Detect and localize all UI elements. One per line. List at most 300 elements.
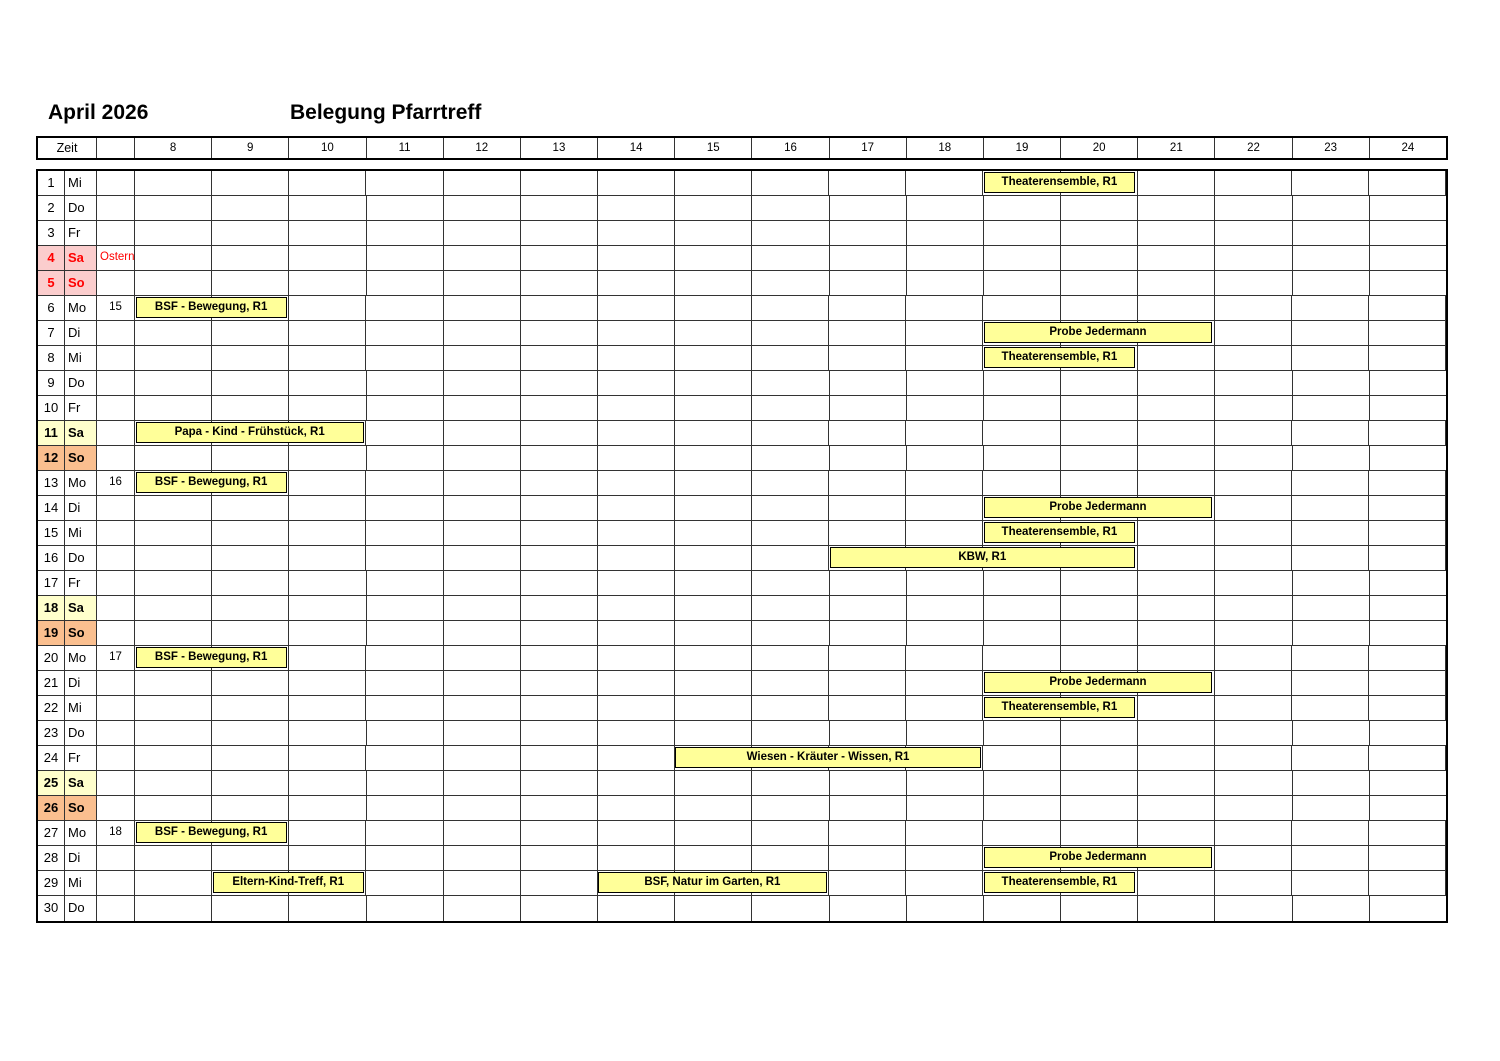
hour-cells bbox=[135, 396, 1446, 420]
hour-cell-15 bbox=[675, 671, 752, 695]
hour-cell-17 bbox=[829, 846, 906, 870]
hour-cell-18 bbox=[906, 421, 983, 445]
hour-cell-21 bbox=[1138, 171, 1215, 195]
hour-cell-9 bbox=[212, 596, 289, 620]
hour-cell-22 bbox=[1215, 696, 1292, 720]
hour-cell-24 bbox=[1369, 171, 1446, 195]
hour-cell-16 bbox=[752, 296, 829, 320]
week-number-cell bbox=[97, 696, 135, 720]
calendar-row-13-mo bbox=[38, 471, 1446, 496]
hour-cell-13 bbox=[521, 796, 598, 820]
week-number-cell: 17 bbox=[97, 646, 135, 670]
hour-cell-22 bbox=[1215, 196, 1292, 220]
hour-cell-12 bbox=[444, 671, 521, 695]
event-theaterensemble-r1: Theaterensemble, R1 bbox=[984, 697, 1135, 718]
hour-cell-22 bbox=[1215, 421, 1292, 445]
hour-cell-12 bbox=[444, 196, 521, 220]
hour-cell-24 bbox=[1370, 446, 1446, 470]
hour-cell-17 bbox=[830, 221, 907, 245]
hour-cell-17 bbox=[830, 196, 907, 220]
hour-cells bbox=[135, 346, 1446, 370]
hour-cell-16 bbox=[752, 821, 829, 845]
week-number-cell bbox=[97, 321, 135, 345]
hour-cell-16 bbox=[752, 371, 829, 395]
hour-cell-20 bbox=[1061, 746, 1138, 770]
hour-cell-17 bbox=[829, 871, 906, 895]
calendar-row-7-di bbox=[38, 321, 1446, 346]
hour-cell-9 bbox=[212, 496, 289, 520]
day-number-cell: 17 bbox=[38, 571, 65, 595]
hour-cell-9 bbox=[212, 321, 289, 345]
hour-cell-23 bbox=[1293, 721, 1370, 745]
hour-cell-17 bbox=[830, 596, 907, 620]
hour-cell-16 bbox=[752, 771, 829, 795]
hour-cell-19 bbox=[984, 271, 1061, 295]
hour-cell-10 bbox=[289, 496, 366, 520]
hour-cell-16 bbox=[752, 796, 829, 820]
week-number-cell bbox=[97, 371, 135, 395]
hour-cell-24 bbox=[1369, 671, 1446, 695]
hour-cell-15 bbox=[675, 346, 752, 370]
hour-cell-13 bbox=[521, 646, 598, 670]
hour-cell-16 bbox=[752, 396, 829, 420]
hour-cell-22 bbox=[1215, 596, 1292, 620]
hour-cell-13 bbox=[521, 271, 598, 295]
week-number-cell bbox=[97, 446, 135, 470]
week-number-cell bbox=[97, 621, 135, 645]
hour-cell-12 bbox=[444, 221, 521, 245]
calendar-row-4-sa bbox=[38, 246, 1446, 271]
hour-cells bbox=[135, 621, 1446, 645]
hour-cell-13 bbox=[521, 321, 598, 345]
hour-cell-17 bbox=[829, 696, 906, 720]
hour-header-20: 20 bbox=[1061, 138, 1138, 158]
hour-cell-17 bbox=[830, 721, 907, 745]
hour-cell-23 bbox=[1292, 496, 1369, 520]
event-probe-jedermann: Probe Jedermann bbox=[984, 847, 1212, 868]
day-number-cell: 22 bbox=[38, 696, 65, 720]
hour-cells bbox=[135, 521, 1446, 545]
hour-header-9: 9 bbox=[212, 138, 289, 158]
hour-cell-14 bbox=[598, 171, 675, 195]
hour-cell-23 bbox=[1292, 846, 1369, 870]
hour-cell-22 bbox=[1215, 671, 1292, 695]
page-title: Belegung Pfarrtreff bbox=[290, 101, 482, 124]
hour-cell-11 bbox=[367, 771, 444, 795]
hour-cell-24 bbox=[1370, 221, 1446, 245]
calendar-row-17-fr bbox=[38, 571, 1446, 596]
hour-cell-22 bbox=[1215, 371, 1292, 395]
hour-cell-24 bbox=[1370, 271, 1446, 295]
hour-cell-12 bbox=[444, 821, 521, 845]
hour-cell-14 bbox=[598, 521, 675, 545]
hour-cell-18 bbox=[906, 521, 983, 545]
hour-cell-24 bbox=[1370, 721, 1446, 745]
calendar-row-14-di bbox=[38, 496, 1446, 521]
hour-cell-11 bbox=[367, 796, 444, 820]
hour-cell-21 bbox=[1138, 346, 1215, 370]
hour-cells bbox=[135, 446, 1446, 470]
week-number-cell bbox=[97, 746, 135, 770]
hour-cell-22 bbox=[1215, 296, 1292, 320]
hour-cell-11 bbox=[367, 621, 444, 645]
hour-cell-13 bbox=[521, 221, 598, 245]
hour-cell-8 bbox=[135, 221, 212, 245]
hour-cell-14 bbox=[598, 671, 675, 695]
hour-cell-10 bbox=[289, 896, 366, 921]
day-number-cell: 26 bbox=[38, 796, 65, 820]
month-title: April 2026 bbox=[48, 101, 149, 124]
hour-cell-8 bbox=[135, 721, 212, 745]
day-number-cell: 6 bbox=[38, 296, 65, 320]
hour-cell-12 bbox=[444, 796, 521, 820]
hour-cell-17 bbox=[830, 796, 907, 820]
day-number-cell: 19 bbox=[38, 621, 65, 645]
hour-cell-16 bbox=[752, 421, 829, 445]
hour-cell-14 bbox=[598, 321, 675, 345]
hour-cell-19 bbox=[984, 221, 1061, 245]
event-probe-jedermann: Probe Jedermann bbox=[984, 322, 1212, 343]
week-number-cell bbox=[97, 871, 135, 895]
hour-cell-20 bbox=[1061, 446, 1138, 470]
hour-cell-10 bbox=[289, 796, 366, 820]
hour-cell-14 bbox=[598, 696, 675, 720]
event-theaterensemble-r1: Theaterensemble, R1 bbox=[984, 522, 1135, 543]
hour-cell-8 bbox=[135, 771, 212, 795]
hour-cell-18 bbox=[907, 196, 984, 220]
hour-cells bbox=[135, 721, 1446, 745]
hour-cells bbox=[135, 746, 1446, 770]
hour-cell-24 bbox=[1369, 546, 1446, 570]
hour-cell-9 bbox=[212, 246, 289, 270]
hour-cell-18 bbox=[906, 846, 983, 870]
hour-cell-12 bbox=[444, 846, 521, 870]
hour-cell-18 bbox=[907, 271, 984, 295]
calendar-row-28-di bbox=[38, 846, 1446, 871]
hour-cell-16 bbox=[752, 896, 829, 921]
calendar-row-5-so bbox=[38, 271, 1446, 296]
week-number-cell bbox=[97, 246, 135, 270]
hour-cell-23 bbox=[1292, 671, 1369, 695]
week-number-cell bbox=[97, 771, 135, 795]
event-eltern-kind-treff-r1: Eltern-Kind-Treff, R1 bbox=[213, 872, 364, 893]
hour-cells bbox=[135, 646, 1446, 670]
hour-cell-18 bbox=[906, 696, 983, 720]
time-header-row bbox=[36, 136, 1448, 160]
hour-cell-13 bbox=[521, 371, 598, 395]
week-number-cell bbox=[97, 546, 135, 570]
day-number-cell: 13 bbox=[38, 471, 65, 495]
hour-cell-16 bbox=[752, 596, 829, 620]
hour-cell-22 bbox=[1215, 796, 1292, 820]
hour-header-19: 19 bbox=[984, 138, 1061, 158]
hour-cells bbox=[135, 771, 1446, 795]
hour-cell-9 bbox=[212, 271, 289, 295]
hour-cell-24 bbox=[1369, 696, 1446, 720]
hour-cell-16 bbox=[752, 446, 829, 470]
calendar-row-16-do bbox=[38, 546, 1446, 571]
hour-cell-14 bbox=[598, 746, 675, 770]
hour-cell-23 bbox=[1292, 746, 1369, 770]
hour-cell-11 bbox=[367, 446, 444, 470]
hour-cell-15 bbox=[675, 246, 752, 270]
hour-cell-24 bbox=[1369, 346, 1446, 370]
hour-cells bbox=[135, 471, 1446, 495]
hour-cell-8 bbox=[135, 321, 212, 345]
hour-cell-13 bbox=[521, 621, 598, 645]
hour-cell-21 bbox=[1138, 371, 1215, 395]
hour-cell-9 bbox=[212, 846, 289, 870]
day-number-cell: 5 bbox=[38, 271, 65, 295]
hour-cell-16 bbox=[752, 196, 829, 220]
day-number-cell: 23 bbox=[38, 721, 65, 745]
hour-cell-11 bbox=[366, 496, 443, 520]
hour-cell-14 bbox=[598, 821, 675, 845]
hour-cell-16 bbox=[752, 846, 829, 870]
day-number-cell: 9 bbox=[38, 371, 65, 395]
hour-cell-24 bbox=[1369, 296, 1446, 320]
hour-cell-24 bbox=[1369, 846, 1446, 870]
day-number-cell: 16 bbox=[38, 546, 65, 570]
hour-cell-17 bbox=[829, 646, 906, 670]
hour-cell-14 bbox=[598, 446, 675, 470]
hour-cell-17 bbox=[829, 421, 906, 445]
hour-cell-18 bbox=[906, 646, 983, 670]
hour-cell-22 bbox=[1215, 346, 1292, 370]
hour-cell-12 bbox=[444, 396, 521, 420]
hour-cell-19 bbox=[984, 246, 1061, 270]
day-name-cell: Mi bbox=[65, 521, 97, 545]
hour-cell-17 bbox=[830, 446, 907, 470]
hour-cell-11 bbox=[366, 546, 443, 570]
hour-cell-22 bbox=[1215, 621, 1292, 645]
hour-header-24: 24 bbox=[1401, 142, 1415, 154]
hour-cell-15 bbox=[675, 296, 752, 320]
hour-cell-17 bbox=[829, 296, 906, 320]
hour-cell-13 bbox=[521, 471, 598, 495]
hour-header-8: 8 bbox=[135, 138, 212, 158]
day-name-cell: Di bbox=[65, 321, 97, 345]
hour-cell-19 bbox=[984, 771, 1061, 795]
hour-cell-21 bbox=[1138, 896, 1215, 921]
hour-cell-20 bbox=[1061, 271, 1138, 295]
hour-cell-17 bbox=[830, 246, 907, 270]
hour-cell-12 bbox=[444, 596, 521, 620]
week-number-cell: 15 bbox=[97, 296, 135, 320]
hour-cell-13 bbox=[521, 821, 598, 845]
hour-cell-10 bbox=[289, 471, 366, 495]
hour-cell-18 bbox=[907, 371, 984, 395]
hour-cell-13 bbox=[521, 771, 598, 795]
day-number-cell: 29 bbox=[38, 871, 65, 895]
hour-cell-17 bbox=[829, 321, 906, 345]
hour-cell-14 bbox=[598, 621, 675, 645]
hour-cell-24 bbox=[1369, 871, 1446, 895]
hour-cell-11 bbox=[366, 746, 443, 770]
hour-cell-9 bbox=[212, 571, 289, 595]
day-name-cell: Fr bbox=[65, 571, 97, 595]
hour-cells bbox=[135, 371, 1446, 395]
hour-cell-20 bbox=[1061, 421, 1138, 445]
hour-cell-9 bbox=[212, 546, 289, 570]
hour-cell-23 bbox=[1292, 296, 1369, 320]
hour-cell-9 bbox=[212, 721, 289, 745]
hour-cell-19 bbox=[984, 396, 1061, 420]
hour-cell-16 bbox=[752, 346, 829, 370]
hour-cell-18 bbox=[907, 246, 984, 270]
hour-cell-15 bbox=[675, 796, 752, 820]
hour-cell-16 bbox=[752, 571, 829, 595]
hour-cell-11 bbox=[366, 321, 443, 345]
day-name-cell: Di bbox=[65, 496, 97, 520]
hour-cell-12 bbox=[444, 296, 521, 320]
hour-cell-24 bbox=[1369, 471, 1446, 495]
hour-cells bbox=[135, 871, 1446, 895]
event-probe-jedermann: Probe Jedermann bbox=[984, 497, 1212, 518]
hour-cell-17 bbox=[829, 471, 906, 495]
hour-cell-19 bbox=[984, 446, 1061, 470]
hour-header-15: 15 bbox=[675, 138, 752, 158]
hour-cell-15 bbox=[675, 546, 752, 570]
hour-cell-9 bbox=[212, 746, 289, 770]
hour-cell-10 bbox=[289, 646, 366, 670]
hour-cell-11 bbox=[366, 846, 443, 870]
week-number-cell bbox=[97, 396, 135, 420]
day-name-cell: Do bbox=[65, 721, 97, 745]
hour-cell-19 bbox=[984, 196, 1061, 220]
hour-cell-21 bbox=[1138, 596, 1215, 620]
hour-cell-10 bbox=[289, 621, 366, 645]
hour-cell-12 bbox=[444, 421, 521, 445]
hour-cell-10 bbox=[289, 521, 366, 545]
event-bsf-natur-im-garten-r1: BSF, Natur im Garten, R1 bbox=[598, 872, 826, 893]
hour-cell-16 bbox=[752, 621, 829, 645]
hour-cell-9 bbox=[212, 671, 289, 695]
hour-cell-11 bbox=[366, 471, 443, 495]
hour-cell-9 bbox=[212, 171, 289, 195]
calendar-row-1-mi bbox=[38, 171, 1446, 196]
hour-cell-23 bbox=[1292, 521, 1369, 545]
hour-cell-10 bbox=[289, 596, 366, 620]
hour-cell-15 bbox=[675, 446, 752, 470]
hour-cell-14 bbox=[598, 721, 675, 745]
hour-cell-17 bbox=[830, 396, 907, 420]
hour-cell-16 bbox=[752, 671, 829, 695]
hour-cells bbox=[135, 271, 1446, 295]
hour-cell-8 bbox=[135, 871, 212, 895]
hour-cell-16 bbox=[752, 221, 829, 245]
hour-cell-20 bbox=[1061, 646, 1138, 670]
hour-cell-16 bbox=[752, 321, 829, 345]
hour-cell-17 bbox=[830, 371, 907, 395]
hour-cell-14 bbox=[598, 596, 675, 620]
week-number-cell bbox=[97, 896, 135, 921]
hour-cells bbox=[135, 296, 1446, 320]
hour-cell-24 bbox=[1370, 396, 1446, 420]
hour-cell-8 bbox=[135, 571, 212, 595]
day-name-cell: So bbox=[65, 621, 97, 645]
hour-cell-17 bbox=[829, 821, 906, 845]
event-bsf-bewegung-r1: BSF - Bewegung, R1 bbox=[136, 647, 287, 668]
hour-cell-15 bbox=[675, 771, 752, 795]
week-number-cell: 18 bbox=[97, 821, 135, 845]
hour-cell-20 bbox=[1061, 371, 1138, 395]
hour-cell-24 bbox=[1369, 421, 1446, 445]
hour-cell-20 bbox=[1061, 621, 1138, 645]
hour-cell-18 bbox=[906, 871, 983, 895]
week-number-cell bbox=[97, 171, 135, 195]
event-wiesen-kr-uter-wissen-r1: Wiesen - Kräuter - Wissen, R1 bbox=[675, 747, 980, 768]
hour-cell-22 bbox=[1215, 571, 1292, 595]
week-number-cell bbox=[97, 571, 135, 595]
day-name-cell: So bbox=[65, 271, 97, 295]
hour-cell-22 bbox=[1215, 446, 1292, 470]
calendar-row-12-so bbox=[38, 446, 1446, 471]
day-number-cell: 18 bbox=[38, 596, 65, 620]
hour-cell-10 bbox=[289, 271, 366, 295]
hour-cell-18 bbox=[907, 621, 984, 645]
hour-cell-12 bbox=[444, 521, 521, 545]
hour-cell-13 bbox=[521, 871, 598, 895]
week-number-cell: 16 bbox=[97, 471, 135, 495]
hour-cell-13 bbox=[521, 196, 598, 220]
hour-cell-20 bbox=[1061, 221, 1138, 245]
hour-cell-13 bbox=[521, 421, 598, 445]
hour-header-11: 11 bbox=[367, 138, 444, 158]
calendar-row-24-fr bbox=[38, 746, 1446, 771]
hour-cell-15 bbox=[675, 321, 752, 345]
hour-cell-11 bbox=[367, 246, 444, 270]
hour-cell-11 bbox=[366, 171, 443, 195]
hour-cell-22 bbox=[1215, 646, 1292, 670]
hour-cell-13 bbox=[521, 446, 598, 470]
day-name-cell: So bbox=[65, 446, 97, 470]
hour-cell-14 bbox=[598, 546, 675, 570]
calendar-row-9-do bbox=[38, 371, 1446, 396]
hour-cells bbox=[135, 171, 1446, 195]
time-label: Zeit bbox=[38, 138, 97, 158]
hour-cell-23 bbox=[1292, 646, 1369, 670]
calendar-row-26-so bbox=[38, 796, 1446, 821]
hour-cell-9 bbox=[212, 396, 289, 420]
hour-cell-17 bbox=[829, 171, 906, 195]
hour-cell-15 bbox=[675, 396, 752, 420]
hour-cell-11 bbox=[367, 596, 444, 620]
hour-cell-15 bbox=[675, 896, 752, 921]
hour-cell-22 bbox=[1215, 721, 1292, 745]
hour-cell-8 bbox=[135, 521, 212, 545]
day-number-cell: 4 bbox=[38, 246, 65, 270]
hour-cell-15 bbox=[675, 221, 752, 245]
day-number-cell: 20 bbox=[38, 646, 65, 670]
hour-cell-8 bbox=[135, 621, 212, 645]
hour-cell-21 bbox=[1138, 246, 1215, 270]
hour-cell-16 bbox=[752, 246, 829, 270]
day-name-cell: Sa bbox=[65, 596, 97, 620]
hour-cell-10 bbox=[289, 171, 366, 195]
hour-cell-16 bbox=[752, 696, 829, 720]
hour-cell-11 bbox=[366, 421, 443, 445]
hour-cell-8 bbox=[135, 246, 212, 270]
day-number-cell: 3 bbox=[38, 221, 65, 245]
day-name-cell: Sa bbox=[65, 246, 97, 270]
hour-cell-12 bbox=[444, 771, 521, 795]
calendar-row-27-mo bbox=[38, 821, 1446, 846]
hour-cell-12 bbox=[444, 246, 521, 270]
day-number-cell: 2 bbox=[38, 196, 65, 220]
day-number-cell: 12 bbox=[38, 446, 65, 470]
hour-cell-18 bbox=[907, 796, 984, 820]
